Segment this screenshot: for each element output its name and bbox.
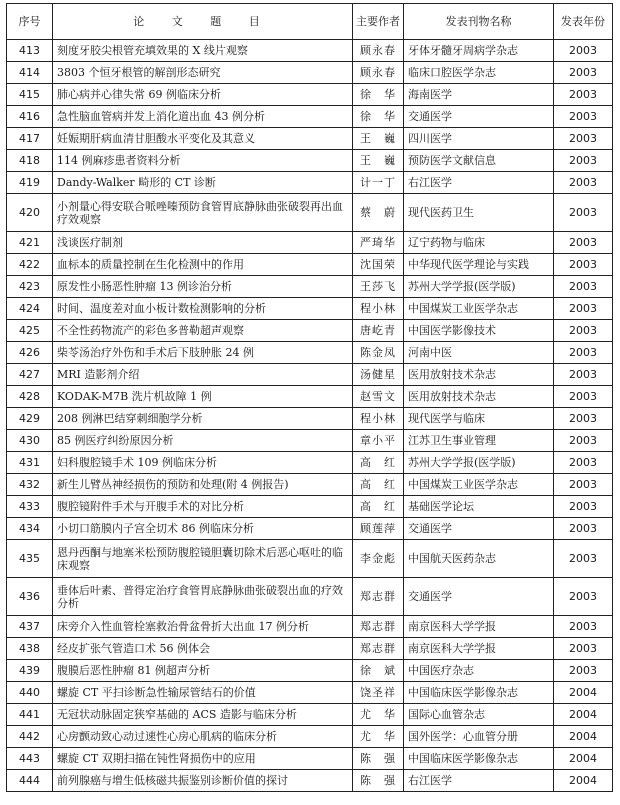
author-cell: 徐 斌: [353, 660, 404, 682]
author-cell: 汤健星: [353, 364, 404, 386]
paper-title-cell: KODAK-M7B 洗片机故障 1 例: [53, 386, 353, 408]
serial-number-cell: 423: [7, 276, 53, 298]
publish-year-cell: 2003: [554, 254, 613, 276]
author-cell: 尤 华: [353, 726, 404, 748]
journal-name-cell: 右江医学: [404, 770, 554, 792]
journal-name-cell: 国际心血管杂志: [404, 704, 554, 726]
paper-title-cell: 时间、温度差对血小板计数检测影响的分析: [53, 298, 353, 320]
journal-name-cell: 中国临床医学影像杂志: [404, 682, 554, 704]
author-cell: 高 红: [353, 474, 404, 496]
publish-year-cell: 2004: [554, 726, 613, 748]
publish-year-cell: 2003: [554, 172, 613, 194]
publish-year-cell: 2003: [554, 364, 613, 386]
serial-number-cell: 436: [7, 578, 53, 616]
journal-name-cell: 中国航天医药杂志: [404, 540, 554, 578]
serial-number-cell: 444: [7, 770, 53, 792]
table-row: [7, 106, 613, 128]
publish-year-cell: 2003: [554, 298, 613, 320]
serial-number-cell: 427: [7, 364, 53, 386]
publish-year-cell: 2003: [554, 540, 613, 578]
paper-title-cell: 114 例麻疹患者资料分析: [53, 150, 353, 172]
publish-year-cell: 2004: [554, 748, 613, 770]
author-cell: 陈 强: [353, 748, 404, 770]
publish-year-cell: 2003: [554, 496, 613, 518]
table-row: [7, 342, 613, 364]
paper-title-cell: 浅谈医疗制剂: [53, 232, 353, 254]
author-cell: 饶圣祥: [353, 682, 404, 704]
journal-name-cell: 临床口腔医学杂志: [404, 62, 554, 84]
publish-year-cell: 2003: [554, 128, 613, 150]
paper-title-cell: 新生儿臂丛神经损伤的预防和处理(附 4 例报告): [53, 474, 353, 496]
serial-number-cell: 435: [7, 540, 53, 578]
serial-number-cell: 424: [7, 298, 53, 320]
serial-number-cell: 428: [7, 386, 53, 408]
table-row: [7, 540, 613, 578]
table-row: [7, 770, 613, 792]
paper-title-cell: 不全性药物流产的彩色多普勒超声观察: [53, 320, 353, 342]
table-row: [7, 232, 613, 254]
journal-name-cell: 现代医药卫生: [404, 194, 554, 232]
publish-year-cell: 2004: [554, 704, 613, 726]
journal-name-cell: 苏州大学学报(医学版): [404, 276, 554, 298]
serial-number-cell: 425: [7, 320, 53, 342]
author-cell: 王 巍: [353, 150, 404, 172]
journal-name-cell: 南京医科大学学报: [404, 616, 554, 638]
paper-list-table: [6, 3, 613, 792]
journal-name-cell: 医用放射技术杂志: [404, 364, 554, 386]
serial-number-cell: 426: [7, 342, 53, 364]
table-row: [7, 726, 613, 748]
journal-name-cell: 河南中医: [404, 342, 554, 364]
publish-year-cell: 2003: [554, 408, 613, 430]
table-row: [7, 128, 613, 150]
table-row: [7, 320, 613, 342]
journal-name-cell: 辽宁药物与临床: [404, 232, 554, 254]
publish-year-cell: 2003: [554, 386, 613, 408]
publish-year-cell: 2003: [554, 474, 613, 496]
paper-title-cell: 妇科腹腔镜手术 109 例临床分析: [53, 452, 353, 474]
serial-number-cell: 421: [7, 232, 53, 254]
table-row: [7, 40, 613, 62]
author-cell: 计一丁: [353, 172, 404, 194]
table-row: [7, 62, 613, 84]
table-row: [7, 84, 613, 106]
publish-year-cell: 2003: [554, 430, 613, 452]
serial-number-cell: 416: [7, 106, 53, 128]
author-cell: 唐屹青: [353, 320, 404, 342]
journal-name-cell: 海南医学: [404, 84, 554, 106]
publish-year-cell: 2003: [554, 578, 613, 616]
serial-number-cell: 437: [7, 616, 53, 638]
author-cell: 陈 强: [353, 770, 404, 792]
paper-title-cell: 柴苓汤治疗外伤和手术后下肢肿胀 24 例: [53, 342, 353, 364]
author-cell: 沈国荣: [353, 254, 404, 276]
author-cell: 李金彪: [353, 540, 404, 578]
author-cell: 顾莲萍: [353, 518, 404, 540]
paper-title-cell: 肺心病并心律失常 69 例临床分析: [53, 84, 353, 106]
header-serial-number: 序号: [7, 4, 53, 40]
table-row: [7, 194, 613, 232]
paper-title-cell: 前列腺癌与增生低核磁共振鉴别诊断价值的探讨: [53, 770, 353, 792]
header-paper-title: 论 文 题 目: [53, 4, 353, 40]
serial-number-cell: 433: [7, 496, 53, 518]
serial-number-cell: 443: [7, 748, 53, 770]
author-cell: 蔡 蔚: [353, 194, 404, 232]
paper-title-cell: 心房颤动致心动过速性心房心肌病的临床分析: [53, 726, 353, 748]
publish-year-cell: 2003: [554, 84, 613, 106]
journal-name-cell: 右江医学: [404, 172, 554, 194]
journal-name-cell: 中国医学影像技术: [404, 320, 554, 342]
author-cell: 程小林: [353, 298, 404, 320]
publish-year-cell: 2003: [554, 194, 613, 232]
table-row: [7, 298, 613, 320]
serial-number-cell: 439: [7, 660, 53, 682]
publish-year-cell: 2003: [554, 660, 613, 682]
paper-title-cell: 螺旋 CT 双期扫描在钝性肾损伤中的应用: [53, 748, 353, 770]
paper-title-cell: 螺旋 CT 平扫诊断急性输尿管结石的价值: [53, 682, 353, 704]
journal-name-cell: 苏州大学学报(医学版): [404, 452, 554, 474]
table-row: [7, 254, 613, 276]
journal-name-cell: 四川医学: [404, 128, 554, 150]
publish-year-cell: 2003: [554, 518, 613, 540]
paper-title-cell: MRI 造影剂介绍: [53, 364, 353, 386]
publish-year-cell: 2004: [554, 682, 613, 704]
paper-title-cell: Dandy-Walker 畸形的 CT 诊断: [53, 172, 353, 194]
paper-title-cell: 妊娠期肝病血清甘胆酸水平变化及其意义: [53, 128, 353, 150]
header-journal-name: 发表刊物名称: [404, 4, 554, 40]
journal-name-cell: 交通医学: [404, 578, 554, 616]
serial-number-cell: 417: [7, 128, 53, 150]
publish-year-cell: 2003: [554, 276, 613, 298]
publish-year-cell: 2003: [554, 616, 613, 638]
paper-title-cell: 原发性小肠恶性肿瘤 13 例诊治分析: [53, 276, 353, 298]
journal-name-cell: 江苏卫生事业管理: [404, 430, 554, 452]
author-cell: 徐 华: [353, 106, 404, 128]
table-row: [7, 474, 613, 496]
journal-name-cell: 现代医学与临床: [404, 408, 554, 430]
journal-name-cell: 医用放射技术杂志: [404, 386, 554, 408]
table-row: [7, 682, 613, 704]
serial-number-cell: 442: [7, 726, 53, 748]
table-row: [7, 364, 613, 386]
paper-title-cell: 小剂量心得安联合哌唑嗪预防食管胃底静脉曲张破裂再出血疗效观察: [53, 194, 353, 232]
paper-title-cell: 血标本的质量控制在生化检测中的作用: [53, 254, 353, 276]
serial-number-cell: 440: [7, 682, 53, 704]
journal-name-cell: 基础医学论坛: [404, 496, 554, 518]
table-row: [7, 430, 613, 452]
publish-year-cell: 2004: [554, 770, 613, 792]
serial-number-cell: 429: [7, 408, 53, 430]
table-row: [7, 748, 613, 770]
author-cell: 严琦华: [353, 232, 404, 254]
publish-year-cell: 2003: [554, 342, 613, 364]
paper-title-cell: 急性脑血管病并发上消化道出血 43 例分析: [53, 106, 353, 128]
serial-number-cell: 413: [7, 40, 53, 62]
paper-title-cell: 3803 个恒牙根管的解剖形态研究: [53, 62, 353, 84]
journal-name-cell: 预防医学文献信息: [404, 150, 554, 172]
serial-number-cell: 432: [7, 474, 53, 496]
journal-name-cell: 牙体牙髓牙周病学杂志: [404, 40, 554, 62]
table-row: [7, 386, 613, 408]
publish-year-cell: 2003: [554, 106, 613, 128]
table-row: [7, 496, 613, 518]
journal-name-cell: 交通医学: [404, 518, 554, 540]
serial-number-cell: 418: [7, 150, 53, 172]
serial-number-cell: 441: [7, 704, 53, 726]
publish-year-cell: 2003: [554, 232, 613, 254]
table-row: [7, 276, 613, 298]
serial-number-cell: 415: [7, 84, 53, 106]
journal-name-cell: 中国煤炭工业医学杂志: [404, 298, 554, 320]
paper-title-cell: 腹腔镜附件手术与开腹手术的对比分析: [53, 496, 353, 518]
header-main-author: 主要作者: [353, 4, 404, 40]
paper-title-cell: 85 例医疗纠纷原因分析: [53, 430, 353, 452]
author-cell: 王莎飞: [353, 276, 404, 298]
journal-name-cell: 中华现代医学理论与实践: [404, 254, 554, 276]
table-body: [7, 40, 613, 792]
author-cell: 高 红: [353, 496, 404, 518]
paper-title-cell: 无冠状动脉固定狭窄基础的 ACS 造影与临床分析: [53, 704, 353, 726]
author-cell: 尤 华: [353, 704, 404, 726]
author-cell: 陈金凤: [353, 342, 404, 364]
paper-title-cell: 小切口筋膜内子宫全切术 86 例临床分析: [53, 518, 353, 540]
paper-title-cell: 床旁介入性血管栓塞救治骨盆骨折大出血 17 例分析: [53, 616, 353, 638]
serial-number-cell: 419: [7, 172, 53, 194]
author-cell: 高 红: [353, 452, 404, 474]
serial-number-cell: 430: [7, 430, 53, 452]
serial-number-cell: 422: [7, 254, 53, 276]
serial-number-cell: 431: [7, 452, 53, 474]
journal-name-cell: 交通医学: [404, 106, 554, 128]
author-cell: 顾永春: [353, 62, 404, 84]
paper-title-cell: 恩丹西酮与地塞米松预防腹腔镜胆囊切除术后恶心呕吐的临床观察: [53, 540, 353, 578]
journal-name-cell: 中国煤炭工业医学杂志: [404, 474, 554, 496]
paper-title-cell: 刻度牙胶尖根管充填效果的 X 线片观察: [53, 40, 353, 62]
author-cell: 章小平: [353, 430, 404, 452]
table-row: [7, 150, 613, 172]
header-publish-year: 发表年份: [554, 4, 613, 40]
serial-number-cell: 414: [7, 62, 53, 84]
table-row: [7, 660, 613, 682]
table-row: [7, 518, 613, 540]
publish-year-cell: 2003: [554, 40, 613, 62]
table-row: [7, 172, 613, 194]
table-row: [7, 408, 613, 430]
paper-title-cell: 腹膜后恶性肿瘤 81 例超声分析: [53, 660, 353, 682]
author-cell: 程小林: [353, 408, 404, 430]
header-row: [7, 4, 613, 40]
paper-title-cell: 经皮扩张气管造口术 56 例体会: [53, 638, 353, 660]
serial-number-cell: 434: [7, 518, 53, 540]
author-cell: 郑志群: [353, 616, 404, 638]
table-row: [7, 452, 613, 474]
journal-name-cell: 中国医疗杂志: [404, 660, 554, 682]
paper-title-cell: 208 例淋巴结穿刺细胞学分析: [53, 408, 353, 430]
serial-number-cell: 420: [7, 194, 53, 232]
publish-year-cell: 2003: [554, 320, 613, 342]
author-cell: 徐 华: [353, 84, 404, 106]
table-header: [7, 4, 613, 40]
publish-year-cell: 2003: [554, 452, 613, 474]
paper-title-cell: 垂体后叶素、普得定治疗食管胃底静脉曲张破裂出血的疗效分析: [53, 578, 353, 616]
table-row: [7, 616, 613, 638]
author-cell: 顾永春: [353, 40, 404, 62]
table-row: [7, 578, 613, 616]
journal-name-cell: 南京医科大学学报: [404, 638, 554, 660]
table-row: [7, 638, 613, 660]
author-cell: 赵雪文: [353, 386, 404, 408]
journal-name-cell: 国外医学：心血管分册: [404, 726, 554, 748]
author-cell: 王 巍: [353, 128, 404, 150]
table-row: [7, 704, 613, 726]
publish-year-cell: 2003: [554, 150, 613, 172]
author-cell: 郑志群: [353, 578, 404, 616]
publish-year-cell: 2003: [554, 62, 613, 84]
publish-year-cell: 2003: [554, 638, 613, 660]
serial-number-cell: 438: [7, 638, 53, 660]
author-cell: 郑志群: [353, 638, 404, 660]
journal-name-cell: 中国临床医学影像杂志: [404, 748, 554, 770]
